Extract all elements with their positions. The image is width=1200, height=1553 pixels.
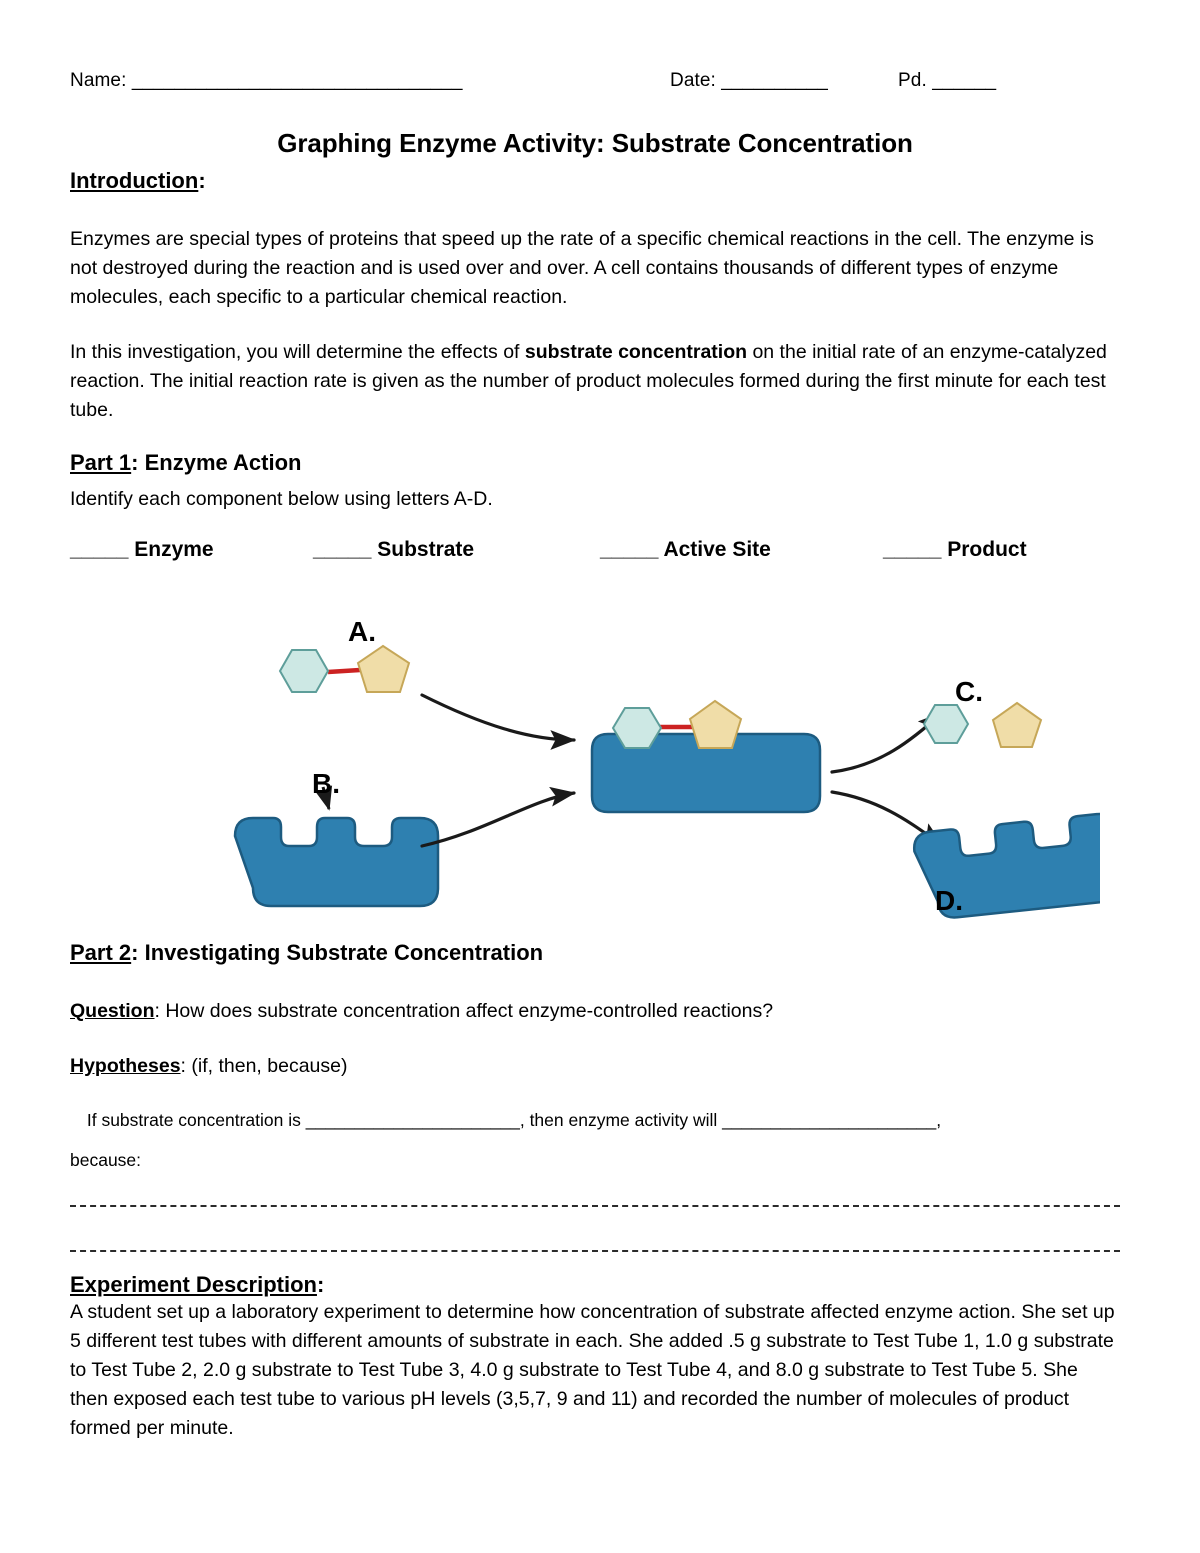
part2-title: : Investigating Substrate Concentration [131,940,544,965]
substrate-molecule-a [280,646,409,692]
intro-paragraph-2-part-b: on the initial rate of an enzyme-catalyzed reaction. The initial reaction rate is given as the number of product molecules formed during the first minute for each test tube. [70,341,1107,421]
identify-blank-enzyme-label: Enzyme [134,538,214,561]
product-molecules-c [924,703,1041,747]
hypotheses-text: : (if, then, because) [180,1055,348,1077]
diagram-label-c: C. [955,676,983,707]
enzyme-body-b [235,818,438,906]
hypotheses-label: Hypotheses [70,1055,181,1077]
enzyme-diagram-svg [200,600,1100,930]
identify-blank-product-line[interactable]: _____ [883,538,948,561]
intro-paragraph-1: Enzymes are special types of proteins that speed up the rate of a specific chemical reactions in the cell. The enzyme is not destroyed during the reaction and is used over and over. A cell contains thousands of different types of enzyme molecules, each specific to a particular chemical reaction. [70,228,1094,308]
part1-title: : Enzyme Action [131,450,302,475]
diagram-label-d: D. [935,885,963,916]
name-field-label[interactable]: Name: _______________________________ [70,70,463,91]
experiment-description-heading-colon: : [316,1272,325,1297]
question-text: : How does substrate concentration affect enzyme-controlled reactions? [154,1000,774,1022]
introduction-heading-text: Introduction [70,168,199,193]
answer-line-1[interactable] [70,1205,1120,1207]
experiment-description-heading [70,1272,324,1298]
date-field-label[interactable]: Date: __________ [670,70,828,91]
identify-blank-enzyme-line[interactable]: _____ [70,538,135,561]
enzyme-substrate-complex [592,701,820,812]
identify-blank-substrate-label: Substrate [377,538,475,561]
part2-label: Part 2 [70,940,132,965]
substrate-bond-a [328,670,360,672]
arrow-substrate-to-complex [422,695,574,740]
identify-blank-active-site[interactable] [600,538,771,562]
identify-blank-substrate-line[interactable]: _____ [313,538,378,561]
intro-paragraph-2-part-a: In this investigation, you will determine the effects of [70,341,525,363]
part1-heading [70,450,301,476]
part1-instruction: Identify each component below using letters A-D. [70,488,493,510]
identify-blank-active-site-label: Active Site [663,538,771,561]
identify-blanks-row [70,538,1120,570]
introduction-heading [70,168,206,194]
period-field-label[interactable]: Pd. ______ [898,70,997,91]
enzyme-action-diagram [200,600,1100,930]
enzyme-molecule-b [235,787,438,906]
part2-heading [70,940,543,966]
substrate-concentration-emphasis: substrate concentration [524,341,748,363]
introduction-heading-colon: : [198,168,206,193]
diagram-label-b: B. [312,768,340,799]
identify-blank-product-label: Product [947,538,1027,561]
part1-label: Part 1 [70,450,132,475]
product-hexagon-c [924,705,968,743]
student-info-row [70,70,1120,100]
hypotheses-line [70,1055,347,1078]
experiment-description-heading-text: Experiment Description [70,1272,317,1297]
diagram-label-a: A. [348,616,376,647]
identify-blank-active-site-line[interactable]: _____ [600,538,664,561]
identify-blank-substrate[interactable] [313,538,474,562]
answer-line-2[interactable] [70,1250,1120,1252]
question-line [70,1000,773,1023]
substrate-hexagon-a [280,650,328,692]
arrow-enzyme-to-complex [422,793,574,846]
product-pentagon-c [993,703,1041,747]
hypothesis-fill-in-line[interactable]: If substrate concentration is ______________________, then enzyme activity will ______________________, [82,1110,942,1130]
because-label: because: [70,1150,142,1170]
substrate-pentagon-a [358,646,409,692]
page-title: Graphing Enzyme Activity: Substrate Concentration [277,128,913,158]
identify-blank-product[interactable] [883,538,1027,562]
identify-blank-enzyme[interactable] [70,538,214,562]
intro-paragraph-2 [70,338,1120,425]
complex-pentagon [690,701,741,748]
experiment-description-paragraph: A student set up a laboratory experiment to determine how concentration of substrate affected enzyme action. She set up 5 different test tubes with different amounts of substrate in each. She added .5 g substrate to Test Tube 1, 1.0 g substrate to Test Tube 2, 2.0 g substrate to Test Tube 3, 4.0 g substrate to Test Tube 4, and 8.0 g substrate to Test Tube 5. She then exposed each test tube to various pH levels (3,5,7, 9 and 11) and recorded the number of molecules of product formed per minute. [70,1301,1115,1439]
question-label: Question [70,1000,155,1022]
